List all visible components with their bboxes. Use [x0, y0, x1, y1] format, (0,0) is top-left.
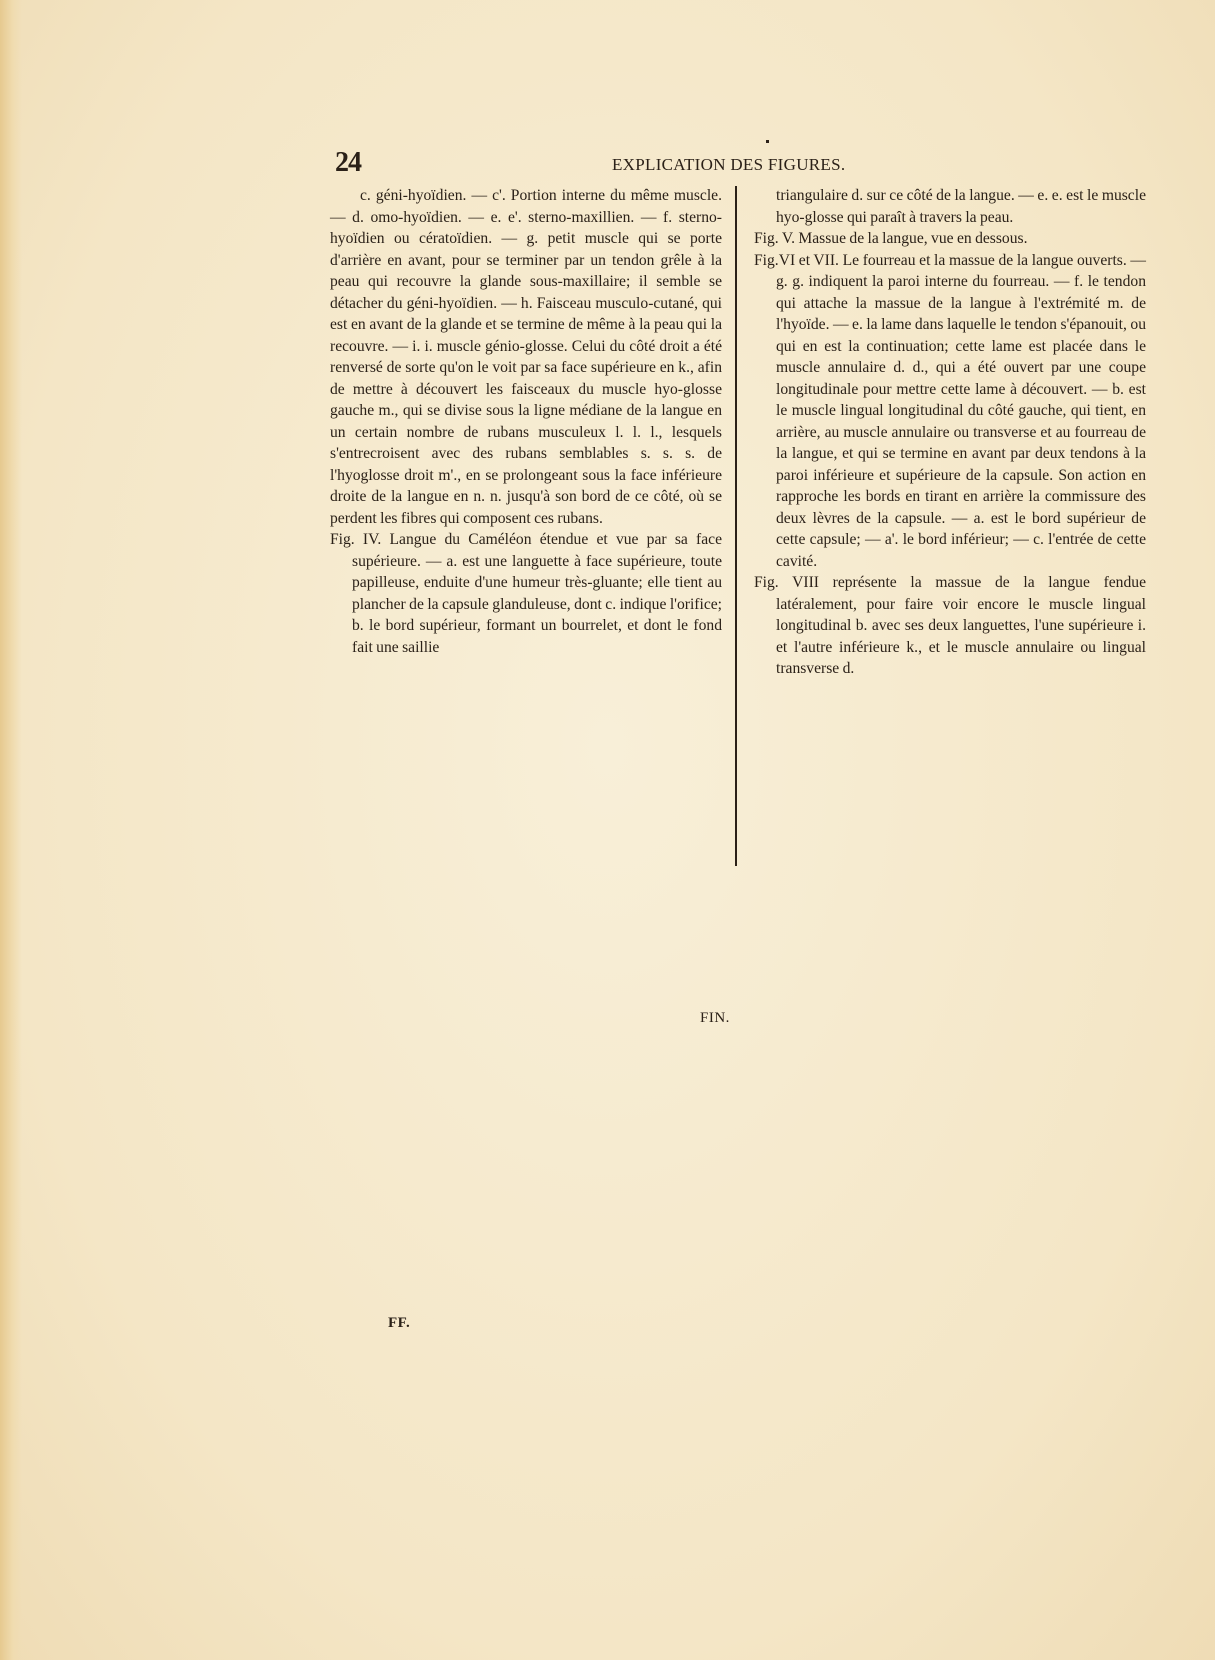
paragraph-fig-iv-continued: triangulaire d. sur ce côté de la langue. — e. e. est le muscle hyo-glosse qui paraît à travers la peau. [776, 187, 1146, 226]
end-mark: FIN. [700, 1010, 730, 1026]
column-divider [735, 186, 737, 866]
right-column [754, 185, 1146, 680]
print-mark [766, 140, 769, 143]
paragraph-fig-iv: Fig. IV. Langue du Caméléon étendue et vue par sa face supérieure. — a. est une languette à face supérieure, toute papilleuse, enduite d'une humeur très-gluante; elle tient au plancher de la capsule glanduleuse, dont c. indique l'orifice; b. le bord supérieur, formant un bourrelet, et dont le fond fait une saillie [330, 531, 722, 656]
paragraph-fig-v: Fig. V. Massue de la langue, vue en dessous. [754, 230, 1028, 247]
page-number: 24 [335, 147, 361, 178]
signature-mark: FF. [388, 1315, 411, 1331]
paragraph-fig-viii: Fig. VIII représente la massue de la langue fendue latéralement, pour faire voir encore le muscle lingual longitudinal b. avec ses deux languettes, l'une supérieure i. et l'autre inférieure k., et le muscle annulaire ou lingual transverse d. [754, 574, 1146, 677]
paragraph-muscles: c. géni-hyoïdien. — c'. Portion interne du même muscle. — d. omo-hyoïdien. — e. e'. sterno-maxillien. — f. sterno-hyoïdien ou cératoïdien. — g. petit muscle qui se porte d'arrière en avant, pour se terminer par un tendon grêle à la peau qui recouvre la glande sous-maxillaire; il semble se détacher du géni-hyoïdien. — h. Faisceau musculo-cutané, qui est en avant de la glande et se termine de même à la peau qui la recouvre. — i. i. muscle génio-glosse. Celui du côté droit a été renversé de sorte qu'on le voit par sa face supérieure en k., afin de mettre à découvert les faisceaux du muscle hyo-glosse gauche m., qui se divise sous la ligne médiane de la langue en un certain nombre de rubans musculeux l. l. l., lesquels s'entrecroisent avec des rubans semblables s. s. s. de l'hyoglosse droit m'., en se prolongeant sous la face inférieure droite de la langue en n. n. jusqu'à son bord de ce côté, où se perdent les fibres qui composent ces rubans. [330, 187, 722, 527]
paragraph-fig-vi-vii: Fig.VI et VII. Le fourreau et la massue de la langue ouverts. — g. g. indiquent la paroi interne du fourreau. — f. le tendon qui attache la massue de la langue à l'extrémité m. de l'hyoïde. — e. la lame dans laquelle le tendon s'épanouit, ou qui en est la continuation; cette lame est placée dans le muscle annulaire d. d., qui a été ouvert par une coupe longitudinale pour mettre cette lame à découvert. — b. est le muscle lingual longitudinal du côté gauche, qui tient, en arrière, au muscle annulaire ou transverse et au fourreau de la langue, et qui se termine en avant par deux tendons à la paroi inférieure et supérieure de la capsule. Son action en rapproche les bords en tirant en arrière la commissure des deux lèvres de la capsule. — a. est le bord supérieur de cette capsule; — a'. le bord inférieur; — c. l'entrée de cette cavité. [754, 251, 1146, 570]
running-head: EXPLICATION DES FIGURES. [612, 155, 846, 174]
page-edge-shadow [0, 0, 22, 1660]
left-column [330, 185, 722, 658]
